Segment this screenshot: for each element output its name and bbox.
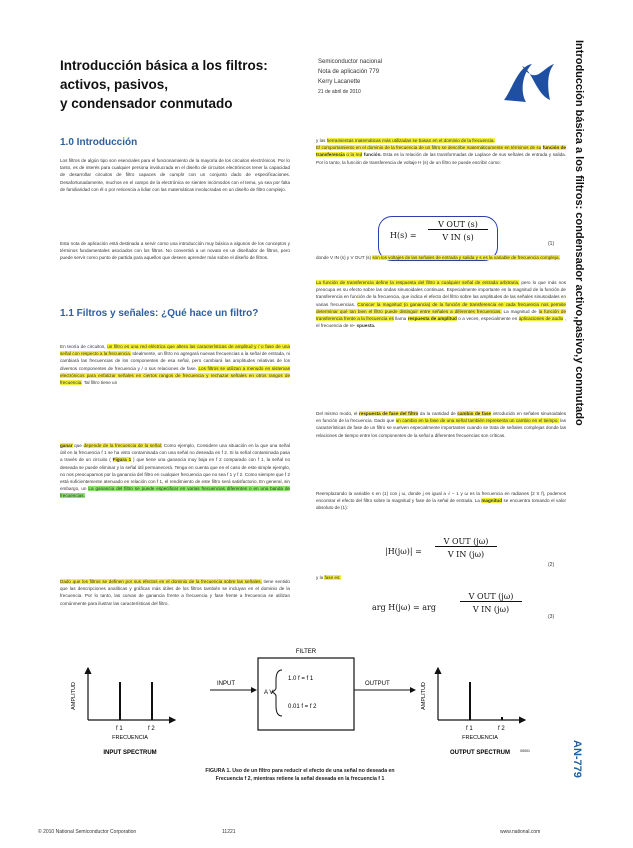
output-spectrum-title: OUTPUT SPECTRUM — [450, 750, 510, 756]
output-f2-label: f 2 — [498, 726, 505, 732]
document-title — [60, 56, 300, 113]
an-number: AN-779 — [571, 740, 583, 778]
intro-paragraph: Los filtros de algún tipo son esenciales para el funcionamiento de la mayoría de los circuitos electrónicos. Por lo tanto, es de interés para cualquier persona involucrada en el diseño de circuitos electrónicos tener la capacidad de desarrollar circuitos de filtro capaces de cumplir con un conjunto dado de especificaciones. Desafortunadamente, muchos en el campo de la electrónica se sienten incómodos con el tema, ya sea por falta de familiaridad con él o por reticencia a lidiar con las matemáticas involucradas en un diseño de filtro complejo. — [60, 158, 290, 192]
gain-paragraph: ganar que depende de la frecuencia de la señal. Como ejemplo, Considere una situación en la que una señal útil en la frecuencia f 1 se ha visto contaminada con una señal no deseada en f 2. Si la señal contaminada pasa a través de un circuito ( Figura 1 ) que tiene una ganancia muy baja en f 2 comparado con f 1, la señal no deseada se puede eliminar y la señal útil permanecerá. Tenga en cuenta que en el caso de este simple ejemplo, no nos preocupamos por la ganancia del filtro en cualquier frecuencia que no sea f 1 y f 2. Como siempre que f 2 está suficientemente atenuado en relación con f 1, el rendimiento de este filtro será satisfactorio. En general, sin embargo, un La ganancia del filtro se puede especificar en varias frecuencias diferentes o en una banda de frecuencias. — [60, 443, 291, 499]
footer-code: 11221 — [222, 829, 236, 835]
note-paragraph: Esta nota de aplicación está destinada a servir como una introducción muy básica a algunos de los conceptos y términos fundamentales asociados con los filtros. No convertirá a un novato en un diseñador de filtros, pero puede servir como punto de partida para aquellos que deseen aprender más sobre el diseño de filtros. — [60, 241, 290, 261]
filter-definition-paragraph: En teoría de circuitos, un filtro es una red eléctrica que altera las características de amplitud y / o fase de una señal con respecto a la frecuencia. Idealmente, un filtro no agregará nuevas frecuencias a la señal de entrada, ni cambiará las frecuencias de los componentes de esa señal, pero cambiará las amplitudes relativas de los diversos componentes de frecuencia y / o sus relaciones de fase. Los filtros se utilizan a menudo en sistemas electrónicos para enfatizar señales en ciertos rangos de frecuencia y rechazar señales en otros rangos de frecuencia. Tal filtro tiene un — [60, 344, 290, 386]
brace-icon — [272, 670, 282, 716]
equation-3-denominator: V IN (jω) — [472, 605, 510, 614]
equation-1-numerator: V OUT (s) — [428, 220, 488, 230]
output-label: OUTPUT — [365, 681, 390, 687]
transfer-function-paragraph: La función de transferencia define la respuesta del filtro a cualquier señal de entrada arbitraria, pero lo que más nos preocupa es su efecto sobre las ondas sinusoidales continuas. Especialmente importante es la magnitud de la función de transferencia en función de la frecuencia, que indica el efecto del filtro sobre las amplitudes de las señales sinusoidales en varias frecuencias. Conocer la magnitud (o ganancia) de la función de transferencia en cada frecuencia nos permite determinar qué tan bien el filtro puede distinguir entre señales a diferentes frecuencias. La magnitud de la función de transferencia frente a la frecuencia es llama respuesta de amplitud o a veces, especialmente en aplicaciones de audio , el frecuencia de re- spuesta. — [316, 280, 567, 329]
equation-2-denominator: V IN (jω) — [447, 550, 485, 559]
equation-2-lhs: |H(jω)| = — [385, 547, 422, 556]
gain-condition-2: 0.01 f = f 2 — [288, 704, 317, 710]
equation-2-number: (2) — [548, 562, 555, 568]
math-tools-paragraph: y las herramientas matemáticas más utilizadas se basan en el dominio de la frecuencia. El comportamiento en el dominio de la frecuencia de un filtro se describe matemáticamente en términos de su función de transferencia o la red función. Esta es la relación de las transformadas de Laplace de sus señales de entrada y salida. Por lo tanto, la función de transferencia de voltaje H (s) de un filtro se puede escribir como: — [316, 138, 566, 165]
input-spectrum-title: INPUT SPECTRUM — [103, 750, 157, 756]
vertical-title: Introducción básica a los filtros: condensador activo,pasivo,y conmutado — [573, 40, 585, 426]
figure-1-diagram — [60, 640, 540, 758]
figure-id: 00001 — [520, 749, 530, 753]
phase-response-paragraph: Del mismo modo, el respuesta de fase del filtro da la cantidad de cambio de fase introducido en señales sinusoidales en función de la frecuencia. Dado que un cambio en la fase de una señal también representa un cambio en el tiempo, las características de fase de un filtro se vuelven especialmente importantes cuando se trata de señales complejas donde las relaciones de tiempo entre los componentes de la señal a diferentes frecuencias son críticas. — [316, 411, 567, 438]
meta-date: 21 de abril de 2010 — [318, 89, 361, 95]
figure-1-link[interactable]: Figura 1 — [112, 457, 132, 463]
equation-3-lhs: arg H(jω) = arg — [372, 603, 436, 612]
footer-copyright: © 2010 National Semiconductor Corporation — [38, 829, 137, 835]
output-spectrum-plot — [421, 668, 530, 756]
equation-3-number: (3) — [548, 614, 555, 620]
equation-1-number: (1) — [548, 241, 555, 247]
input-label: INPUT — [217, 681, 235, 687]
input-x-label: FRECUENCIA — [112, 735, 148, 741]
gain-symbol: A V — [264, 690, 274, 696]
frequency-domain-paragraph: Dado que los filtros se definen por sus efectos en el dominio de la frecuencia sobre las señales, tiene sentido que las descripciones analíticas y gráficas más útiles de los filtros también se incluyan en el dominio de la frecuencia. Por lo tanto, las curvas de ganancia frente a frecuencia y fase frente a frecuencia se utilizan comúnmente para ilustrar las características del filtro. — [60, 579, 290, 606]
input-f1-label: f 1 — [116, 726, 123, 732]
national-logo-icon — [502, 56, 556, 110]
output-f1-label: f 1 — [466, 726, 473, 732]
equation-2-numerator: V OUT (jω) — [435, 537, 497, 547]
input-y-label: AMPLITUD — [71, 682, 77, 710]
magnitude-paragraph: Reemplazando la variable s en (1) con j ω, donde j es igual a √ − 1 y ω es la frecuencia en radianes (2 π f), podemos encontrar el efecto del filtro sobre la magnitud y fase de la señal de entrada. La magnitud se encuentra tomando el valor absoluto de (1): — [316, 491, 566, 511]
input-spectrum-plot — [71, 668, 175, 756]
title-line-2: activos, pasivos, — [60, 77, 169, 92]
footer-url[interactable]: www.national.com — [500, 829, 541, 835]
equation-1-denominator: V IN (s) — [442, 233, 474, 242]
title-line-3: y condensador conmutado — [60, 96, 233, 111]
title-line-1: Introducción básica a los filtros: — [60, 58, 268, 73]
meta-author: Kerry Lacanette — [318, 79, 361, 85]
filter-block — [210, 649, 415, 730]
equation-3-numerator: V OUT (jω) — [460, 592, 522, 602]
output-y-label: AMPLITUD — [421, 682, 427, 710]
filter-title: FILTER — [295, 649, 317, 655]
figure-1-caption: FIGURA 1. Uso de un filtro para reducir el efecto de una señal no deseada en Frecuencia f 2, mientras retiene la señal deseada en la frecuencia f 1 — [205, 768, 395, 782]
output-x-label: FRECUENCIA — [462, 735, 498, 741]
input-f2-label: f 2 — [148, 726, 155, 732]
equation-1-lhs: H(s) = — [390, 231, 417, 240]
meta-company: Semiconductor nacional — [318, 59, 383, 65]
voltage-definition-paragraph: donde V IN (s) y V OUT (s) son los voltajes de las señales de entrada y salida y s es la variable de frecuencia compleja. — [316, 255, 560, 260]
phase-intro-paragraph: y la fase es: — [316, 575, 341, 580]
document-meta — [318, 57, 382, 97]
section-1-1-heading: 1.1 Filtros y señales: ¿Qué hace un filtro? — [60, 308, 259, 319]
gain-condition-1: 1.0 f = f 1 — [288, 676, 314, 682]
section-1-heading: 1.0 Introducción — [60, 137, 138, 148]
meta-note-number: Nota de aplicación 779 — [318, 69, 380, 75]
